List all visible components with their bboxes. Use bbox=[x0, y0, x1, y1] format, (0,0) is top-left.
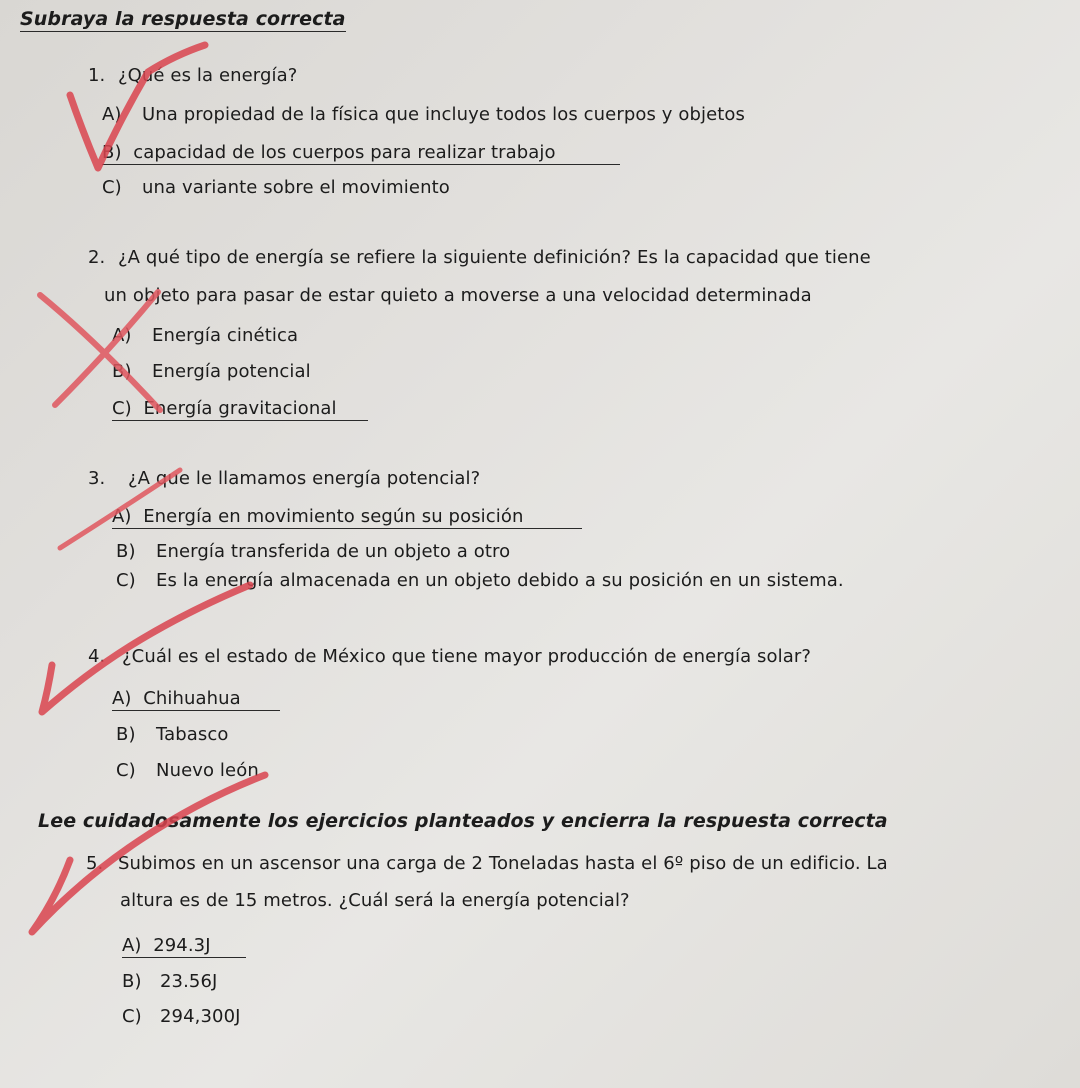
option-letter: B) bbox=[112, 361, 132, 382]
option-text: 23.56J bbox=[160, 971, 218, 992]
option-letter: C) bbox=[102, 177, 122, 198]
option-text: Nuevo león bbox=[156, 760, 259, 781]
check-mark-4 bbox=[42, 585, 250, 712]
option-text: una variante sobre el movimiento bbox=[142, 177, 450, 198]
option-letter: A) bbox=[122, 935, 142, 956]
option-text: Energía en movimiento según su posición bbox=[143, 506, 524, 527]
question-number: 1. bbox=[88, 65, 106, 86]
slash-mark-3 bbox=[60, 470, 180, 548]
option-text: Una propiedad de la física que incluye todos los cuerpos y objetos bbox=[142, 104, 745, 125]
option-text: Tabasco bbox=[156, 724, 229, 745]
question-text: ¿Qué es la energía? bbox=[118, 65, 298, 86]
option-text: Energía potencial bbox=[152, 361, 311, 382]
option-letter: B) bbox=[116, 724, 136, 745]
question-number: 3. bbox=[88, 468, 106, 489]
option-text: Energía transferida de un objeto a otro bbox=[156, 541, 511, 562]
option-letter: B) bbox=[102, 142, 122, 163]
check-mark-5 bbox=[32, 775, 265, 932]
option-letter: A) bbox=[112, 325, 132, 346]
option-letter: A) bbox=[102, 104, 122, 125]
instruction-heading-underline: Subraya la respuesta correcta bbox=[20, 8, 346, 30]
option-letter: C) bbox=[112, 398, 132, 419]
option-letter: C) bbox=[116, 760, 136, 781]
option-letter: C) bbox=[116, 570, 136, 591]
option-letter: B) bbox=[122, 971, 142, 992]
question-text-line-2: altura es de 15 metros. ¿Cuál será la energía potencial? bbox=[120, 890, 630, 911]
question-text: Subimos en un ascensor una carga de 2 Toneladas hasta el 6º piso de un edificio. La bbox=[118, 853, 888, 874]
question-number: 4. bbox=[88, 646, 106, 667]
question-text-line-2: un objeto para pasar de estar quieto a moverse a una velocidad determinada bbox=[104, 285, 812, 306]
option-text: Energía cinética bbox=[152, 325, 299, 346]
question-number: 5. bbox=[86, 853, 104, 874]
option-text: capacidad de los cuerpos para realizar trabajo bbox=[133, 142, 556, 163]
option-letter: A) bbox=[112, 506, 132, 527]
option-letter: C) bbox=[122, 1006, 142, 1027]
option-text: Es la energía almacenada en un objeto debido a su posición en un sistema. bbox=[156, 570, 844, 591]
option-text: Chihuahua bbox=[143, 688, 241, 709]
option-letter: B) bbox=[116, 541, 136, 562]
question-text: ¿A que le llamamos energía potencial? bbox=[128, 468, 481, 489]
option-text: 294,300J bbox=[160, 1006, 241, 1027]
instruction-heading-circle: Lee cuidadosamente los ejercicios planteados y encierra la respuesta correcta bbox=[38, 810, 888, 832]
option-text: 294.3J bbox=[153, 935, 211, 956]
question-text: ¿A qué tipo de energía se refiere la siguiente definición? Es la capacidad que tiene bbox=[118, 247, 871, 268]
option-text: Energía gravitacional bbox=[143, 398, 337, 419]
option-letter: A) bbox=[112, 688, 132, 709]
check-mark-1 bbox=[70, 45, 205, 168]
question-text: ¿Cuál es el estado de México que tiene mayor producción de energía solar? bbox=[122, 646, 811, 667]
question-number: 2. bbox=[88, 247, 106, 268]
